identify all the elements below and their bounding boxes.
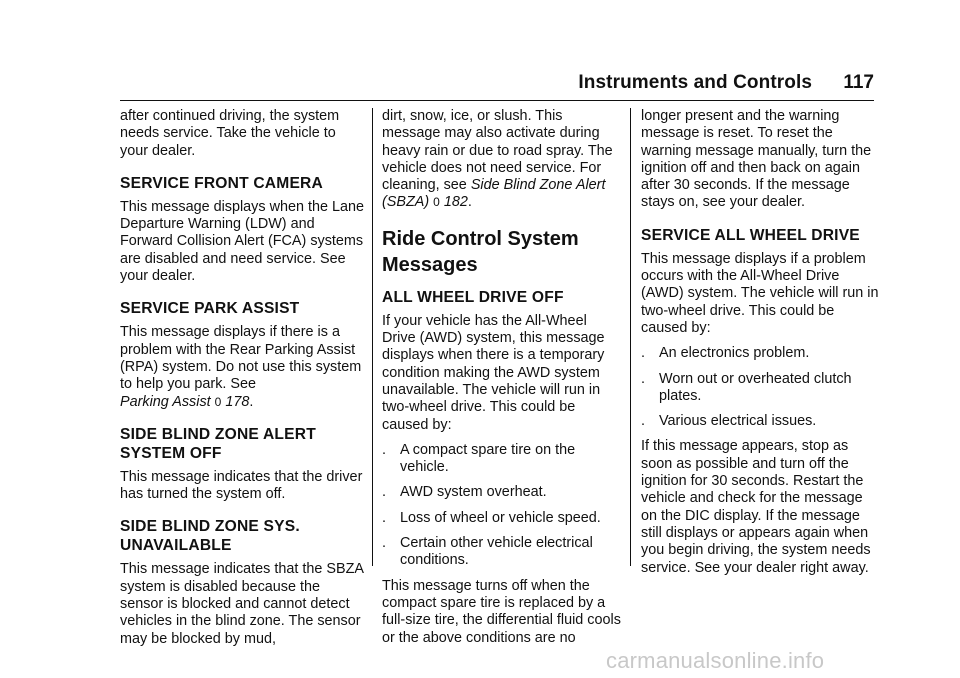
cross-reference-page[interactable]: 178	[225, 393, 250, 410]
list-item-text: AWD system overheat.	[400, 484, 547, 501]
page-header	[120, 68, 874, 101]
cross-reference-page[interactable]: 182	[443, 194, 468, 211]
heading-side-blind-zone-alert-off	[120, 425, 364, 463]
page-number: 117	[843, 72, 874, 93]
list-item-text: Various electrical issues.	[659, 413, 817, 430]
list-item-text: Worn out or overheated clutch plates.	[659, 370, 852, 404]
list-item	[641, 413, 881, 430]
heading-service-all-wheel-drive: SERVICE ALL WHEEL DRIVE	[641, 226, 860, 244]
heading-line: UNAVAILABLE	[120, 537, 232, 555]
continued-paragraph: after continued driving, the system needs service. Take the vehicle to your dealer.	[120, 108, 340, 159]
sentence-end: .	[467, 194, 472, 211]
paragraph-side-blind-zone-alert-off: This message indicates that the driver has turned the system off.	[120, 468, 363, 503]
list-item	[382, 510, 622, 527]
bullet-marker: .	[382, 441, 386, 458]
continued-paragraph	[382, 108, 622, 212]
paragraph-all-wheel-drive-off: If your vehicle has the All-Wheel Drive (AWD) system, this message displays when there is a temporary condition making the AWD system unavailable. The vehicle will run in two-wheel drive. This could be caused by:	[382, 312, 605, 433]
paragraph-text: This message displays if there is a problem with the Rear Parking Assist (RPA) system. Do not use this system to help you park. See	[120, 324, 362, 393]
list-item	[641, 345, 881, 362]
column-divider-1	[372, 108, 373, 566]
bullet-marker: .	[382, 535, 386, 552]
continued-paragraph: longer present and the warning message is reset. To reset the warning message manually, turn the ignition off and then back on again after 30 seconds. If the message stays on, see your dealer.	[641, 108, 872, 211]
column-1	[120, 108, 364, 656]
paragraph-service-park-assist	[120, 324, 364, 410]
heading-line: SIDE BLIND ZONE SYS.	[120, 518, 300, 536]
paragraph-text: dirt, snow, ice, or slush. This message may also activate during heavy rain or due to road spray. The vehicle does not need service. For cleaning, see	[382, 108, 613, 194]
bullet-marker: .	[382, 484, 386, 501]
paragraph-awd-off-reset: This message turns off when the compact spare tire is replaced by a full-size tire, the differential fluid cools or the above conditions are no	[382, 577, 621, 646]
column-2	[382, 108, 622, 655]
heading-line: SYSTEM OFF	[120, 444, 222, 462]
heading-side-blind-zone-unavailable	[120, 517, 364, 555]
column-divider-2	[630, 108, 631, 566]
heading-service-park-assist: SERVICE PARK ASSIST	[120, 300, 300, 318]
cross-reference-link[interactable]: Parking Assist	[120, 393, 211, 410]
list-item-text: An electronics problem.	[659, 345, 810, 362]
paragraph-side-blind-zone-unavailable: This message indicates that the SBZA system is disabled because the sensor is blocked and cannot detect vehicles in the blind zone. The sensor may be blocked by mud,	[120, 561, 364, 647]
paragraph-service-awd-action: If this message appears, stop as soon as possible and turn off the ignition for 30 seconds. Restart the vehicle and check for the message on the DIC display. If the message still displays or appears again when you begin driving, the system needs service. See your dealer right away.	[641, 438, 871, 576]
bullet-marker: .	[641, 345, 645, 362]
sentence-end: .	[249, 393, 254, 410]
heading-ride-control-system-messages	[382, 226, 622, 278]
paragraph-service-all-wheel-drive: This message displays if a problem occurs with the All-Wheel Drive (AWD) system. The vehicle will run in two-wheel drive. This could be caused by:	[641, 250, 879, 336]
bullet-marker: .	[382, 509, 386, 526]
cross-reference-link[interactable]: Side Blind Zone Alert (SBZA)	[382, 177, 606, 211]
column-3	[641, 108, 881, 585]
list-item-text: A compact spare tire on the vehicle.	[400, 441, 576, 476]
list-item	[382, 442, 622, 477]
heading-service-front-camera: SERVICE FRONT CAMERA	[120, 174, 323, 192]
cause-list	[382, 442, 622, 570]
list-item	[382, 535, 622, 570]
page-ref-arrow-icon: 0	[433, 195, 440, 210]
paragraph-service-front-camera: This message displays when the Lane Departure Warning (LDW) and Forward Collision Alert (FCA) systems are disabled and need service. See your dealer.	[120, 198, 364, 285]
section-title: Instruments and Controls	[578, 72, 812, 93]
list-item-text: Loss of wheel or vehicle speed.	[400, 509, 601, 526]
heading-line: Messages	[382, 253, 478, 276]
heading-line: Ride Control System	[382, 227, 579, 250]
heading-all-wheel-drive-off: ALL WHEEL DRIVE OFF	[382, 288, 564, 306]
list-item	[382, 484, 622, 501]
heading-line: SIDE BLIND ZONE ALERT	[120, 425, 316, 443]
list-item-text: Certain other vehicle electrical conditions.	[400, 535, 593, 569]
page-ref-arrow-icon: 0	[214, 394, 222, 409]
cause-list	[641, 345, 881, 430]
bullet-marker: .	[641, 413, 645, 430]
bullet-marker: .	[641, 370, 645, 387]
list-item	[641, 371, 881, 406]
watermark: carmanualsonline.info	[606, 648, 825, 673]
